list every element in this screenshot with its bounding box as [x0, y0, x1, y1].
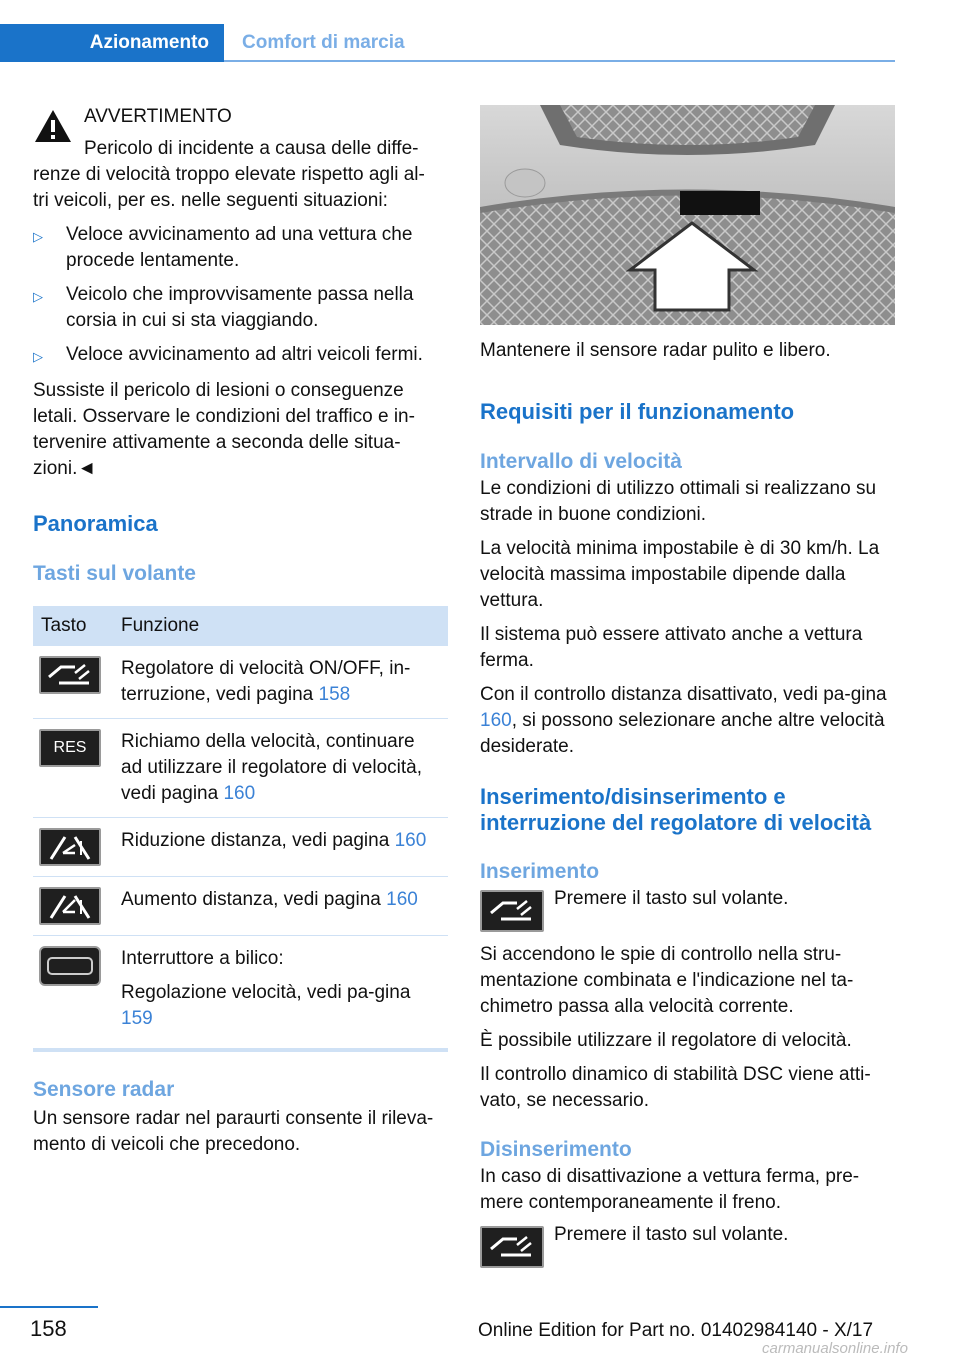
on-paragraph-1: Si accendono le spie di controllo nella stru-mentazione combinata e l'indicazione nel ta-chimetro passa alla velocità corrente.	[480, 944, 854, 1017]
page-link[interactable]: 160	[223, 783, 256, 804]
table-bottom-rule	[33, 1048, 448, 1052]
tab-azionamento[interactable]	[0, 24, 224, 62]
distance-increase-icon	[39, 887, 101, 925]
distance-decrease-icon	[39, 828, 101, 866]
warning-line2: renze di velocità troppo elevate rispetto agli al-	[33, 164, 425, 185]
triangle-bullet-icon: ▷	[33, 229, 43, 244]
speed-paragraph-3: Il sistema può essere attivato anche a vettura ferma.	[480, 624, 863, 671]
page-link[interactable]: 160	[386, 889, 418, 910]
left-column	[33, 104, 448, 1158]
table-header-function: Funzione	[113, 606, 448, 646]
subsection-heading: Tasti sul volante	[33, 562, 196, 585]
warning-icon	[33, 108, 73, 144]
bullet-text: Veloce avvicinamento ad altri veicoli fermi.	[66, 344, 423, 365]
radar-text: Un sensore radar nel paraurti consente il rileva-mento di veicoli che precedono.	[33, 1108, 434, 1155]
speed-paragraph-2: La velocità minima impostabile è di 30 km/h. La velocità massima impostabile dipende dalla vettura.	[480, 538, 880, 611]
tab-label: Azionamento	[89, 32, 209, 53]
press-button-row	[480, 1226, 900, 1268]
off-paragraph-1: In caso di disattivazione a vettura ferma, pre-mere contemporaneamente il freno.	[480, 1166, 860, 1213]
section-heading: Requisiti per il funzionamento	[480, 399, 795, 424]
page-link[interactable]: 159	[121, 1008, 153, 1029]
on-paragraph-3: Il controllo dinamico di stabilità DSC viene atti-vato, se necessario.	[480, 1064, 871, 1111]
table-row: Aumento distanza, vedi pagina 160	[33, 877, 448, 936]
table-row: Regolatore di velocità ON/OFF, in-terruzione, vedi pagina 158	[33, 646, 448, 719]
subsection-heading: Disinserimento	[480, 1138, 632, 1161]
warning-conclusion: Sussiste il pericolo di lesioni o conseguenze letali. Osservare le condizioni del traffico e in-tervenire attivamente a seconda delle situa-zioni.◄	[33, 380, 415, 479]
triangle-bullet-icon: ▷	[33, 289, 43, 304]
bullet-text: Veloce avvicinamento ad una vettura che procede lentamente.	[66, 224, 413, 271]
cruise-control-icon	[39, 656, 101, 694]
tab-label: Comfort di marcia	[242, 32, 405, 53]
page-number: 158	[30, 1316, 67, 1341]
watermark: carmanualsonline.info	[762, 1340, 908, 1357]
on-paragraph-2: È possibile utilizzare il regolatore di velocità.	[480, 1030, 852, 1051]
cruise-control-icon	[480, 890, 544, 932]
cruise-control-icon	[480, 1226, 544, 1268]
table-row: Riduzione distanza, vedi pagina 160	[33, 818, 448, 877]
res-button-icon: RES	[39, 729, 101, 767]
press-instruction: Premere il tasto sul volante.	[554, 888, 789, 909]
warning-title: AVVERTIMENTO	[84, 106, 232, 127]
page-link[interactable]: 160	[480, 710, 512, 731]
page-link[interactable]: 160	[394, 830, 427, 851]
section-heading: Inserimento/disinserimento e interruzione del regolatore di velocità	[480, 784, 872, 835]
triangle-bullet-icon: ▷	[33, 349, 43, 364]
bullet-text: Veicolo che improvvisamente passa nella corsia in cui si sta viaggiando.	[66, 284, 414, 331]
speed-paragraph-4: Con il controllo distanza disattivato, vedi pa-gina 160, si possono selezionare anche altre velocità desiderate.	[480, 684, 887, 757]
warning-bullet	[33, 222, 448, 274]
warning-line1: Pericolo di incidente a causa delle diffe-	[84, 138, 419, 159]
page-link[interactable]: 158	[318, 684, 351, 705]
section-heading: Panoramica	[33, 511, 158, 536]
subsection-heading: Inserimento	[480, 860, 600, 883]
warning-bullet	[33, 282, 448, 334]
radar-sensor-photo	[480, 105, 895, 325]
warning-block	[33, 104, 448, 182]
press-button-row	[480, 890, 900, 932]
table-header-key: Tasto	[33, 606, 113, 646]
footer-rule	[0, 1306, 98, 1308]
press-instruction: Premere il tasto sul volante.	[554, 1224, 789, 1245]
warning-bullet	[33, 342, 448, 370]
tab-comfort-di-marcia[interactable]	[224, 24, 405, 62]
warning-line3: tri veicoli, per es. nelle seguenti situazioni:	[33, 190, 388, 211]
subsection-heading: Intervallo di velocità	[480, 450, 682, 473]
subsection-heading: Sensore radar	[33, 1078, 175, 1101]
edition-text: Online Edition for Part no. 01402984140 - X/17	[478, 1320, 874, 1341]
right-column	[480, 338, 900, 1268]
photo-caption: Mantenere il sensore radar pulito e libero.	[480, 340, 831, 361]
table-row: RES Richiamo della velocità, continuare ad utilizzare il regolatore di velocità, vedi pagina 160	[33, 719, 448, 818]
buttons-table	[33, 606, 448, 1042]
table-row: Interruttore a bilico: Regolazione velocità, vedi pa-gina 159	[33, 936, 448, 1043]
speed-paragraph-1: Le condizioni di utilizzo ottimali si realizzano su strade in buone condizioni.	[480, 478, 877, 525]
rocker-switch-icon	[39, 946, 101, 986]
header-divider	[224, 60, 895, 62]
